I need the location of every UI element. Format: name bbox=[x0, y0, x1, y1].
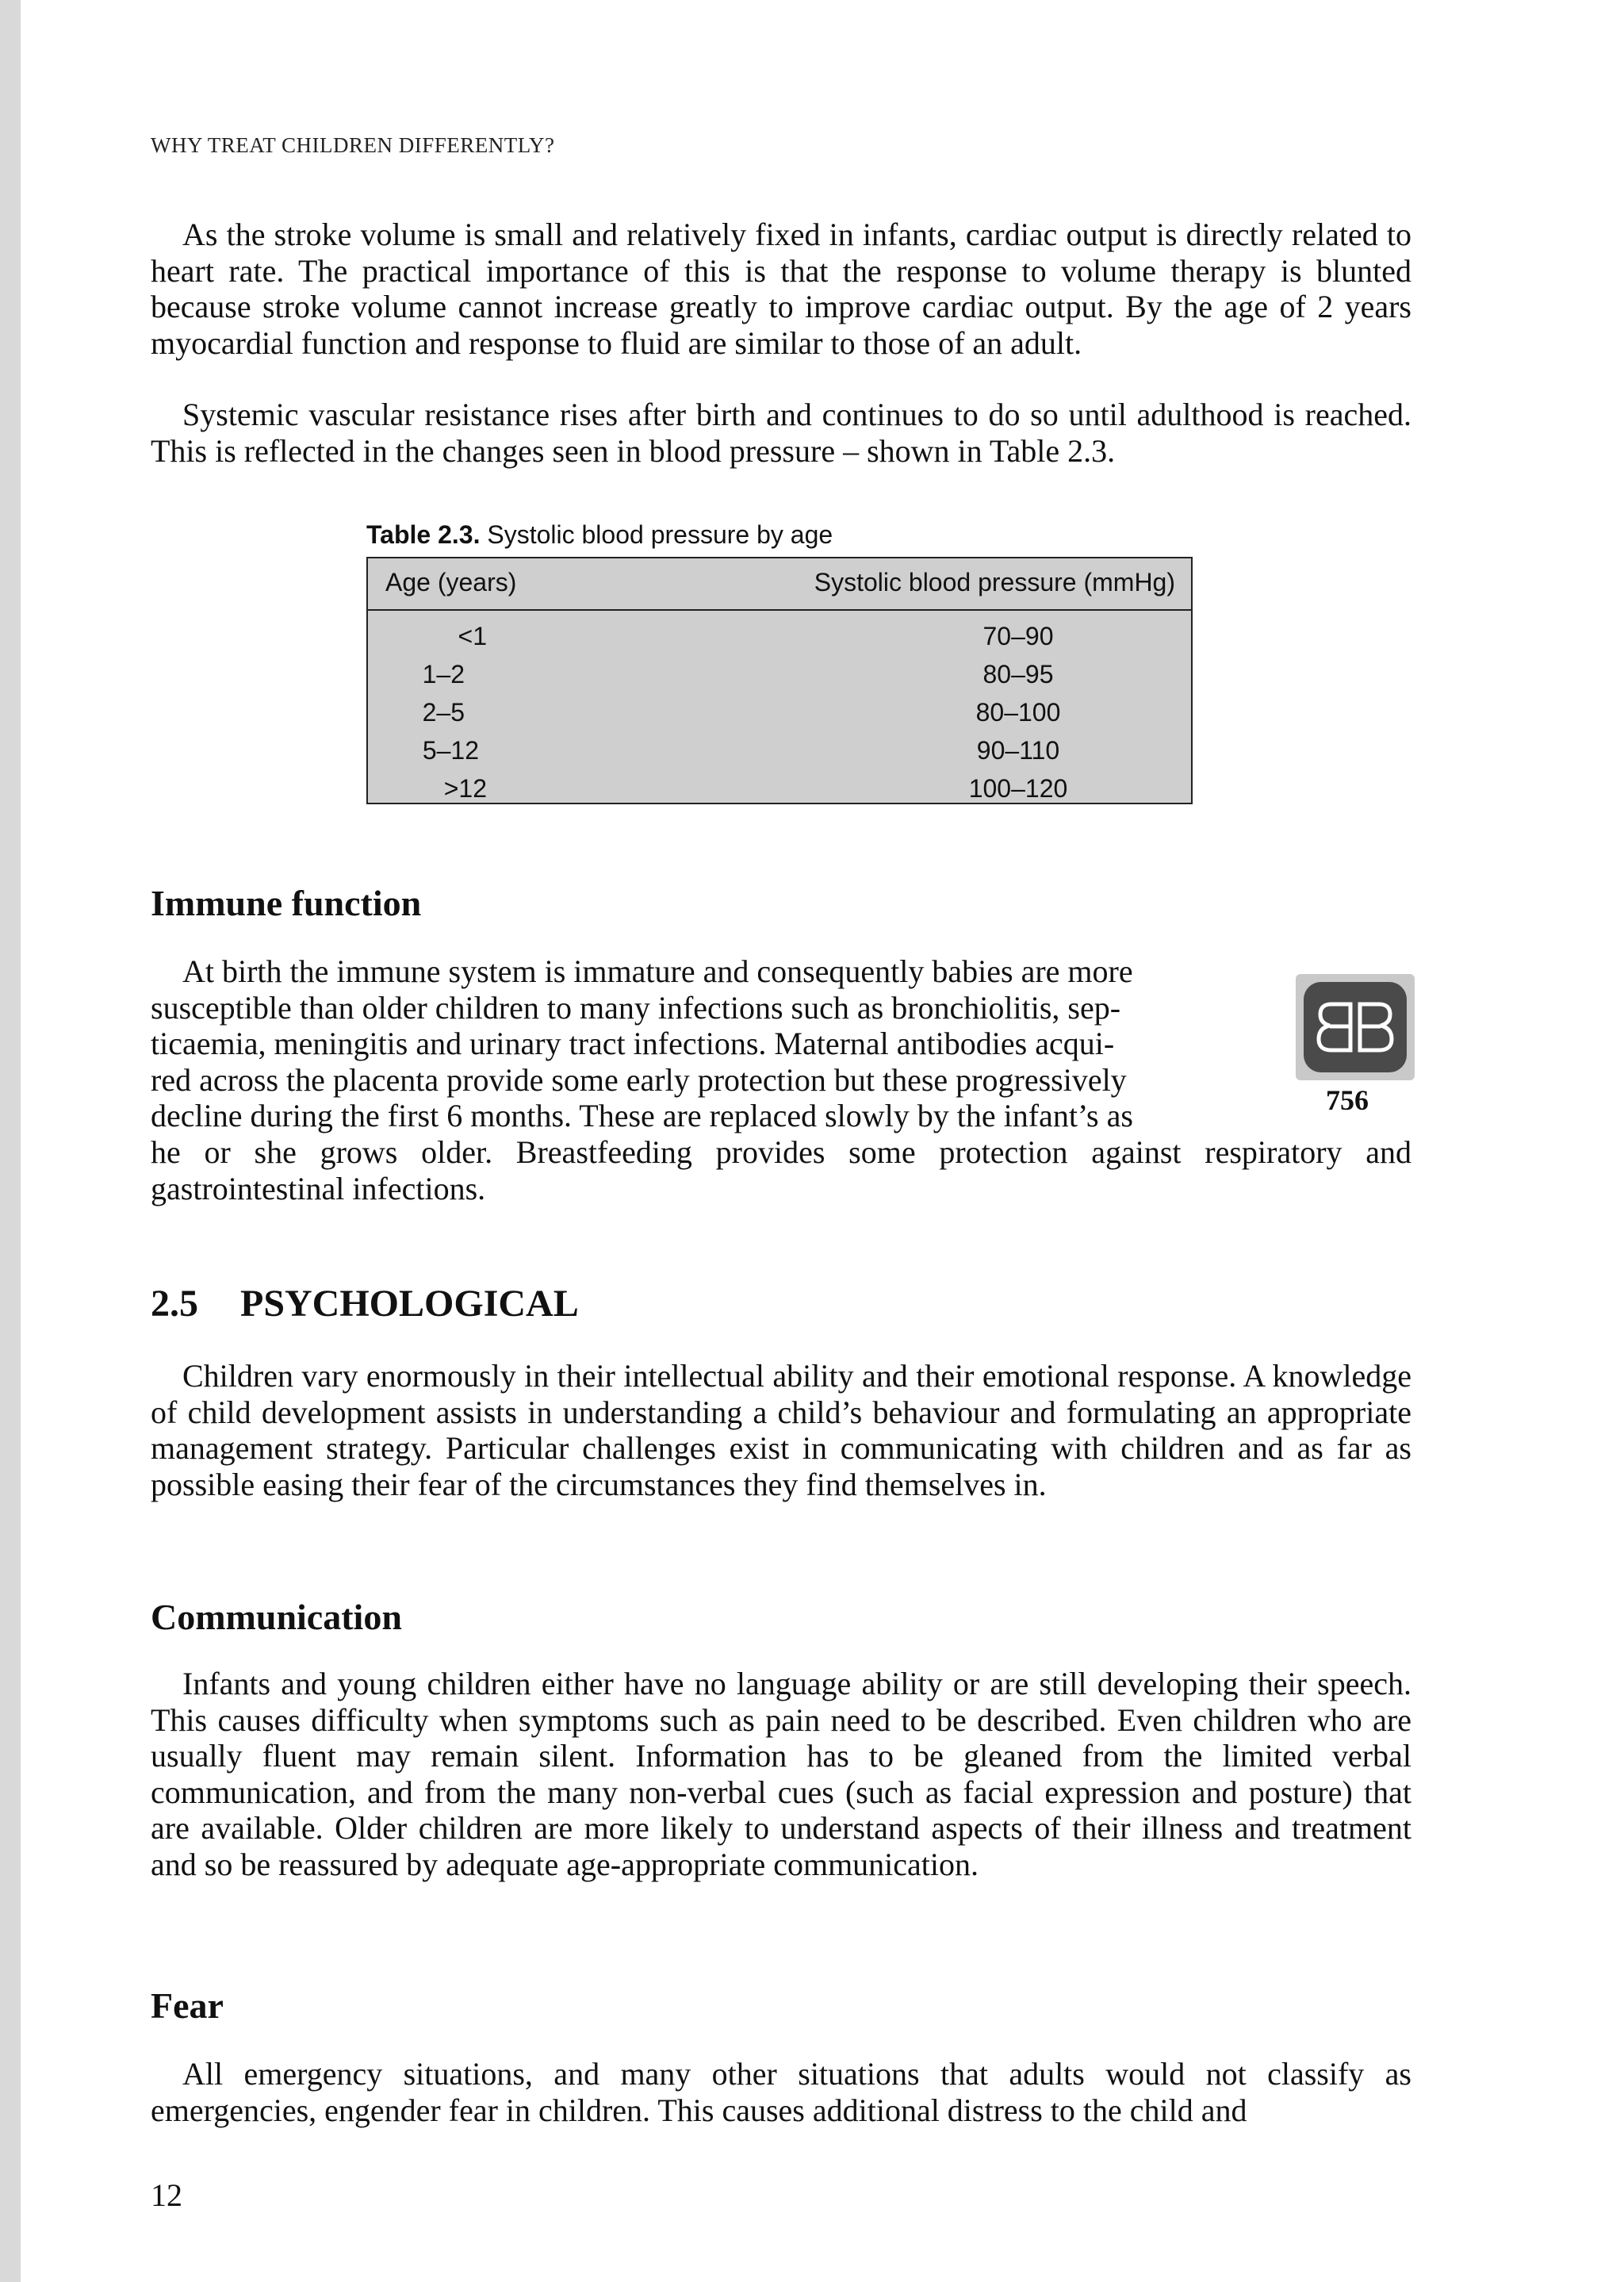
paragraph-psychological bbox=[151, 1358, 1411, 1502]
table-caption-text: Systolic blood pressure by age bbox=[487, 520, 833, 549]
cell-age: 2–5 bbox=[422, 698, 465, 727]
bb-logo-glyph bbox=[1316, 999, 1395, 1055]
paragraph-vascular-resistance bbox=[151, 397, 1411, 469]
table-row bbox=[368, 698, 1191, 736]
paragraph-immune-line: red across the placenta provide some early protection but these progressively bbox=[151, 1061, 1127, 1098]
paragraph-fear-text: All emergency situations, and many other situations that adults would not classify as emergencies, engender fear in children. This causes additional distress to the child and bbox=[151, 2056, 1411, 2128]
cell-bp: 80–95 bbox=[982, 660, 1054, 688]
heading-immune-function: Immune function bbox=[151, 883, 422, 923]
paragraph-vascular-resistance-text: Systemic vascular resistance rises after birth and continues to do so until adulthood is reached. This is reflected in the changes seen in blood pressure – shown in Table 2.3. bbox=[151, 397, 1411, 469]
section-title: PSYCHOLOGICAL bbox=[240, 1283, 579, 1325]
paragraph-immune-line-text: At birth the immune system is immature and consequently babies are more bbox=[182, 953, 1133, 989]
paragraph-immune-line: susceptible than older children to many infections such as bronchiolitis, sep- bbox=[151, 989, 1121, 1026]
cell-age: >12 bbox=[443, 774, 487, 803]
paragraph-immune-tail: he or she grows older. Breastfeeding provides some protection against respiratory and gastrointestinal infections. bbox=[151, 1134, 1411, 1206]
cell-bp: 90–110 bbox=[976, 736, 1060, 765]
table-row bbox=[368, 774, 1191, 812]
bb-logo-badge[interactable] bbox=[1296, 974, 1415, 1080]
table-caption bbox=[366, 520, 833, 550]
paragraph-immune-line bbox=[151, 953, 1253, 990]
paragraph-immune-line: decline during the first 6 months. These are replaced slowly by the infant’s as bbox=[151, 1098, 1133, 1133]
column-header-age: Age (years) bbox=[385, 568, 517, 596]
cell-age: <1 bbox=[458, 622, 487, 650]
section-number: 2.5 bbox=[151, 1283, 198, 1325]
bb-logo-icon bbox=[1304, 982, 1407, 1072]
paragraph-psychological-text: Children vary enormously in their intellectual ability and their emotional response. A knowledge of child development assists in understanding a child’s behaviour and formulating an appropriate management strategy. Particular challenges exist in communicating with children and as far as possible easing their fear of the circumstances they find themselves in. bbox=[151, 1358, 1411, 1502]
running-head: WHY TREAT CHILDREN DIFFERENTLY? bbox=[151, 133, 555, 157]
paragraph-stroke-volume-text: As the stroke volume is small and relatively fixed in infants, cardiac output is directly related to heart rate. The practical importance of this is that the response to volume therapy is blunted because stroke volume cannot increase greatly to improve cardiac output. By the age of 2 years myocardial function and response to fluid are similar to those of an adult. bbox=[151, 217, 1411, 361]
table-row bbox=[368, 622, 1191, 660]
bb-logo-number: 756 bbox=[1326, 1084, 1369, 1116]
bp-table bbox=[366, 557, 1193, 804]
cell-bp: 70–90 bbox=[982, 622, 1054, 650]
table-row bbox=[368, 736, 1191, 774]
column-header-bp: Systolic blood pressure (mmHg) bbox=[814, 568, 1175, 596]
paragraph-communication bbox=[151, 1666, 1411, 1882]
cell-age: 5–12 bbox=[422, 736, 479, 765]
paragraph-communication-text: Infants and young children either have no language ability or are still developing their speech. This causes difficulty when symptoms such as pain need to be described. Even children who are usually fluent may remain silent. Information has to be gleaned from the limited verbal communication, and from the many non-verbal cues (such as facial expression and posture) that are available. Older children are more likely to understand aspects of their illness and treatment and so be reassured by adequate age-appropriate communication. bbox=[151, 1666, 1411, 1882]
page-number: 12 bbox=[151, 2177, 182, 2213]
paragraph-fear bbox=[151, 2056, 1411, 2128]
paragraph-stroke-volume bbox=[151, 217, 1411, 361]
table-header bbox=[368, 558, 1191, 611]
page-edge-bar bbox=[0, 0, 21, 2282]
cell-age: 1–2 bbox=[422, 660, 465, 688]
table-row bbox=[368, 660, 1191, 698]
section-heading-psychological bbox=[151, 1282, 579, 1325]
paragraph-immune bbox=[151, 953, 1253, 1134]
heading-fear: Fear bbox=[151, 1985, 224, 2026]
cell-bp: 100–120 bbox=[968, 774, 1068, 803]
paragraph-immune-line: ticaemia, meningitis and urinary tract infections. Maternal antibodies acqui- bbox=[151, 1026, 1115, 1061]
heading-communication: Communication bbox=[151, 1597, 402, 1637]
cell-bp: 80–100 bbox=[975, 698, 1061, 727]
table-caption-label: Table 2.3. bbox=[366, 520, 481, 549]
